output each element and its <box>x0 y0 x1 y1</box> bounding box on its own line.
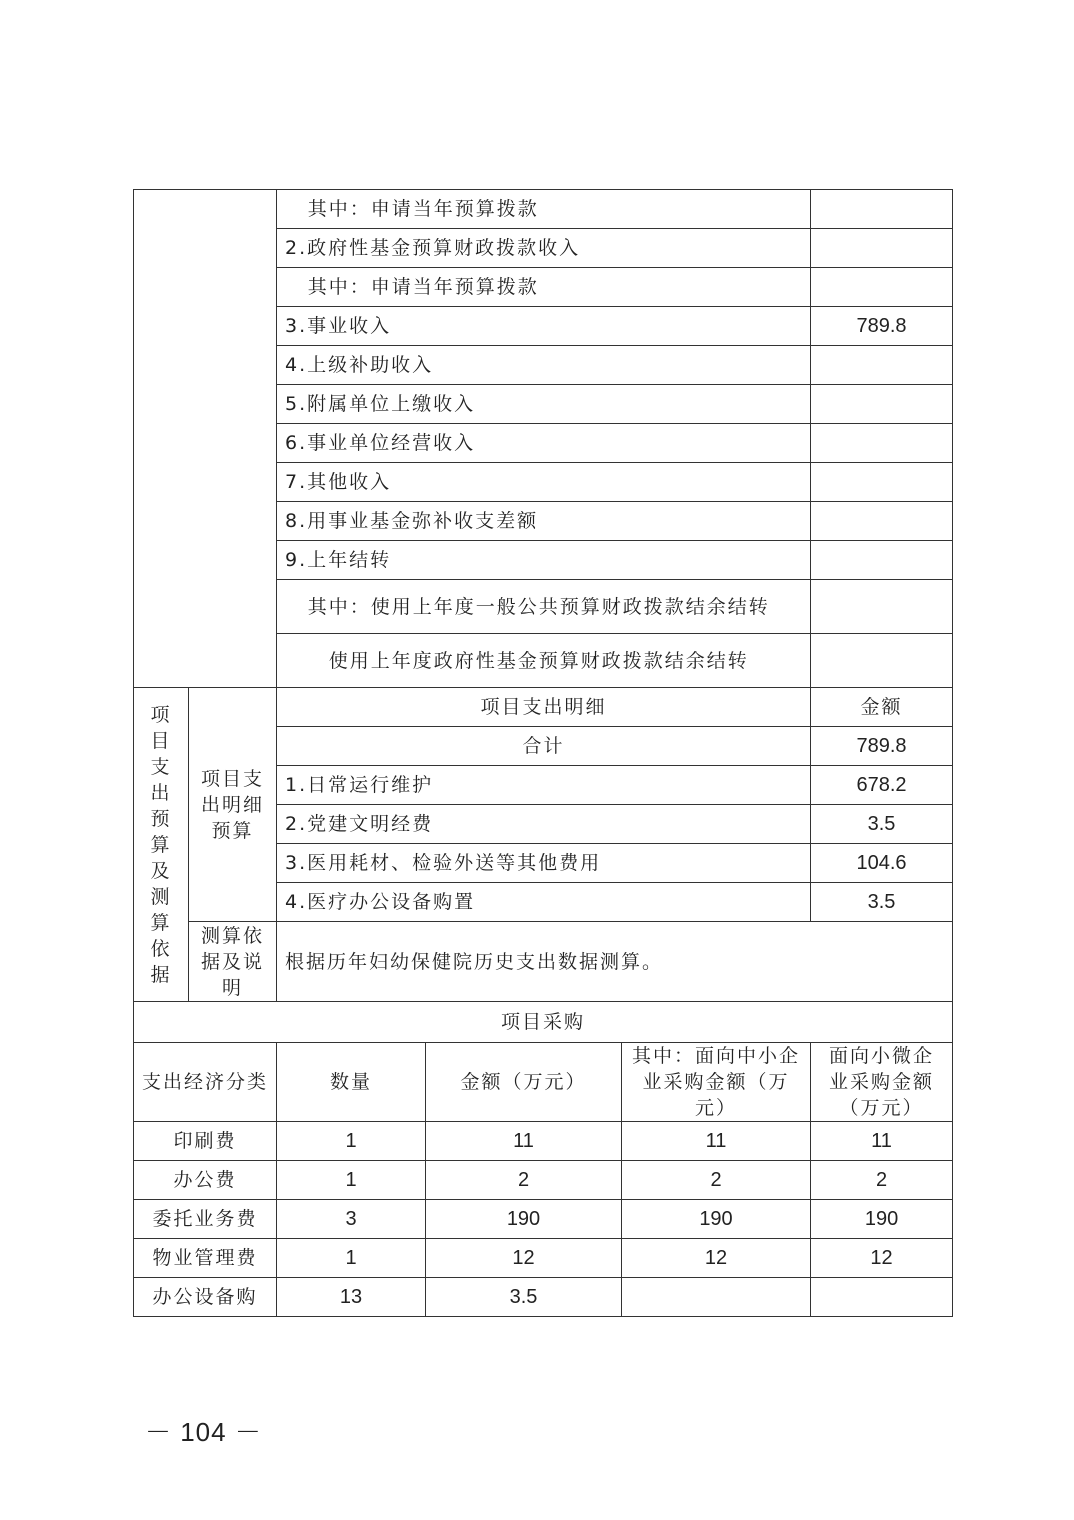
procurement-amount: 12 <box>426 1239 622 1278</box>
income-row <box>134 190 953 229</box>
income-value <box>811 346 953 385</box>
income-label: 4.上级补助收入 <box>277 346 811 385</box>
procurement-micro-amount: 190 <box>811 1200 953 1239</box>
procurement-row <box>134 1239 953 1278</box>
detail-header-row <box>134 688 953 727</box>
procurement-row <box>134 1161 953 1200</box>
budget-section-label <box>134 688 189 1002</box>
procurement-amount: 2 <box>426 1161 622 1200</box>
procurement-category: 办公费 <box>134 1161 277 1200</box>
procurement-quantity: 1 <box>277 1239 426 1278</box>
income-value <box>811 229 953 268</box>
procurement-micro-amount: 11 <box>811 1122 953 1161</box>
detail-budget-label: 项目支出明细预算 <box>189 688 277 922</box>
detail-value: 678.2 <box>811 766 953 805</box>
procurement-row <box>134 1278 953 1317</box>
procurement-header-amount: 金额（万元） <box>426 1043 622 1122</box>
income-label: 8.用事业基金弥补收支差额 <box>277 502 811 541</box>
detail-label: 2.党建文明经费 <box>277 805 811 844</box>
procurement-row <box>134 1200 953 1239</box>
detail-label: 3.医用耗材、检验外送等其他费用 <box>277 844 811 883</box>
procurement-header-micro: 面向小微企业采购金额（万元） <box>811 1043 953 1122</box>
procurement-title-row <box>134 1002 953 1043</box>
procurement-sme-amount: 11 <box>622 1122 811 1161</box>
income-value <box>811 424 953 463</box>
procurement-title: 项目采购 <box>134 1002 953 1043</box>
procurement-header-category: 支出经济分类 <box>134 1043 277 1122</box>
income-label: 其中：申请当年预算拨款 <box>277 268 811 307</box>
procurement-sme-amount <box>622 1278 811 1317</box>
detail-header-amount: 金额 <box>811 688 953 727</box>
procurement-category: 物业管理费 <box>134 1239 277 1278</box>
procurement-quantity: 1 <box>277 1122 426 1161</box>
income-value <box>811 502 953 541</box>
detail-label: 1.日常运行维护 <box>277 766 811 805</box>
income-value <box>811 634 953 688</box>
basis-text: 根据历年妇幼保健院历史支出数据测算。 <box>277 922 953 1002</box>
detail-value: 3.5 <box>811 883 953 922</box>
detail-value: 104.6 <box>811 844 953 883</box>
blank-left-cell <box>134 190 277 688</box>
procurement-header-row <box>134 1043 953 1122</box>
income-label: 9.上年结转 <box>277 541 811 580</box>
procurement-quantity: 13 <box>277 1278 426 1317</box>
procurement-category: 委托业务费 <box>134 1200 277 1239</box>
income-value <box>811 463 953 502</box>
budget-section-label-text: 项 目 支 出 预 算 及 测 算 依 据 <box>150 703 172 986</box>
income-label: 3.事业收入 <box>277 307 811 346</box>
detail-total-value: 789.8 <box>811 727 953 766</box>
income-label: 其中：申请当年预算拨款 <box>277 190 811 229</box>
budget-table <box>133 189 953 1317</box>
procurement-quantity: 1 <box>277 1161 426 1200</box>
procurement-header-quantity: 数量 <box>277 1043 426 1122</box>
procurement-category: 印刷费 <box>134 1122 277 1161</box>
procurement-micro-amount: 2 <box>811 1161 953 1200</box>
income-value <box>811 190 953 229</box>
income-label: 7.其他收入 <box>277 463 811 502</box>
income-value: 789.8 <box>811 307 953 346</box>
procurement-header-sme: 其中：面向中小企业采购金额（万元） <box>622 1043 811 1122</box>
detail-header-item: 项目支出明细 <box>277 688 811 727</box>
procurement-row <box>134 1122 953 1161</box>
income-value <box>811 541 953 580</box>
procurement-sme-amount: 2 <box>622 1161 811 1200</box>
income-value <box>811 385 953 424</box>
procurement-sme-amount: 190 <box>622 1200 811 1239</box>
basis-row <box>134 922 953 1002</box>
income-value <box>811 580 953 634</box>
page-number: － 104 － <box>145 1417 262 1447</box>
procurement-amount: 3.5 <box>426 1278 622 1317</box>
procurement-category: 办公设备购 <box>134 1278 277 1317</box>
procurement-micro-amount: 12 <box>811 1239 953 1278</box>
income-label: 5.附属单位上缴收入 <box>277 385 811 424</box>
detail-total-label: 合计 <box>277 727 811 766</box>
income-label: 使用上年度政府性基金预算财政拨款结余结转 <box>277 634 811 688</box>
income-label: 6.事业单位经营收入 <box>277 424 811 463</box>
procurement-quantity: 3 <box>277 1200 426 1239</box>
income-label: 其中：使用上年度一般公共预算财政拨款结余结转 <box>277 580 811 634</box>
basis-label: 测算依据及说明 <box>189 922 277 1002</box>
procurement-sme-amount: 12 <box>622 1239 811 1278</box>
detail-value: 3.5 <box>811 805 953 844</box>
income-label: 2.政府性基金预算财政拨款收入 <box>277 229 811 268</box>
procurement-amount: 190 <box>426 1200 622 1239</box>
income-value <box>811 268 953 307</box>
procurement-micro-amount <box>811 1278 953 1317</box>
detail-label: 4.医疗办公设备购置 <box>277 883 811 922</box>
procurement-amount: 11 <box>426 1122 622 1161</box>
